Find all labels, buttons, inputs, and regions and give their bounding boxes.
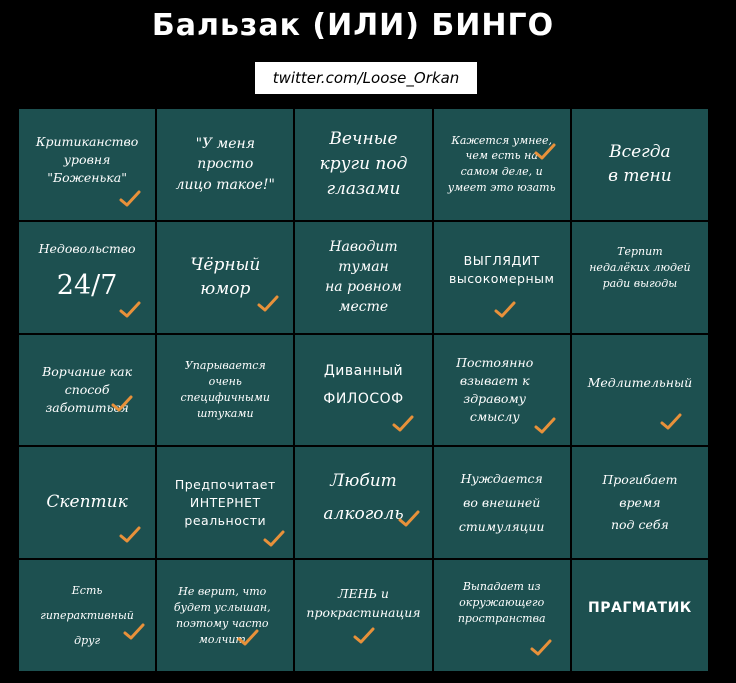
checkmark-icon <box>534 143 556 161</box>
bingo-cell-20 <box>572 447 708 558</box>
cell-label: Чёрный юмор <box>190 254 261 300</box>
bingo-cell-1 <box>19 109 155 220</box>
bingo-cell-2 <box>157 109 293 220</box>
cell-label: Критиканство уровня "Боженька" <box>35 134 139 186</box>
bingo-cell-18 <box>295 447 431 558</box>
checkmark-icon <box>530 639 552 657</box>
cell-label: ПРАГМАТИК <box>588 600 692 617</box>
cell-label: Ворчание как способ заботиться <box>42 363 133 416</box>
bingo-cell-7 <box>157 222 293 333</box>
cell-label: Постоянно взывает к здравому смыслу <box>456 354 534 425</box>
cell-label: ЛЕНЬ и прокрастинация <box>306 586 421 620</box>
cell-label: Наводит туман на ровном месте <box>325 238 402 316</box>
checkmark-icon <box>119 526 141 544</box>
bingo-cell-9 <box>434 222 570 333</box>
checkmark-icon <box>119 190 141 208</box>
bingo-cell-5 <box>572 109 708 220</box>
checkmark-icon <box>263 530 285 548</box>
checkmark-icon <box>534 417 556 435</box>
cell-big-label: 24/7 <box>56 269 118 301</box>
bingo-cell-16 <box>19 447 155 558</box>
cell-label: Диванный ФИЛОСОФ <box>323 362 404 407</box>
bingo-grid <box>19 109 708 671</box>
bingo-cell-13 <box>295 335 431 446</box>
bingo-cell-21 <box>19 560 155 671</box>
bingo-cell-3 <box>295 109 431 220</box>
bingo-cell-17 <box>157 447 293 558</box>
checkmark-icon <box>257 295 279 313</box>
bingo-cell-23 <box>295 560 431 671</box>
bingo-cell-6 <box>19 222 155 333</box>
cell-label: Есть гиперактивный друг <box>40 583 134 648</box>
checkmark-icon <box>392 415 414 433</box>
checkmark-icon <box>111 395 133 413</box>
bingo-cell-10 <box>572 222 708 333</box>
cell-label: Предпочитает ИНТЕРНЕТ реальности <box>174 476 276 528</box>
bingo-cell-8 <box>295 222 431 333</box>
bingo-cell-11 <box>19 335 155 446</box>
cell-label: ВЫГЛЯДИТ высокомерным <box>448 253 555 287</box>
bingo-cell-22 <box>157 560 293 671</box>
cell-label: Недовольство <box>38 240 136 256</box>
bingo-cell-15 <box>572 335 708 446</box>
cell-label: Выпадает из окружающего пространства <box>457 579 546 625</box>
cell-label: Всегда в тени <box>608 141 672 187</box>
twitter-handle: twitter.com/Loose_Orkan <box>255 62 477 94</box>
cell-label: Упарывается очень специфичными штуками <box>180 359 271 420</box>
cell-label: "У меня просто лицо такое!" <box>175 135 275 193</box>
bingo-cell-14 <box>434 335 570 446</box>
checkmark-icon <box>119 301 141 319</box>
checkmark-icon <box>353 627 375 645</box>
checkmark-icon <box>398 510 420 528</box>
bingo-cell-24 <box>434 560 570 671</box>
cell-label: Медлительный <box>587 374 693 390</box>
bingo-cell-19 <box>434 447 570 558</box>
checkmark-icon <box>123 623 145 641</box>
cell-label: Кажется умнее, чем есть на самом деле, и умеет это юзать <box>447 133 556 195</box>
bingo-cell-12 <box>157 335 293 446</box>
bingo-cell-4 <box>434 109 570 220</box>
cell-label: Прогибает время под себя <box>602 472 678 533</box>
bingo-cell-25 <box>572 560 708 671</box>
page-title: Бальзак (ИЛИ) БИНГО <box>151 8 555 43</box>
cell-label: Скептик <box>46 492 128 513</box>
cell-label: Нуждается во внешней стимуляции <box>458 471 545 534</box>
checkmark-icon <box>494 301 516 319</box>
cell-label: Вечные круги под глазами <box>319 129 408 199</box>
checkmark-icon <box>660 413 682 431</box>
checkmark-icon <box>237 629 259 647</box>
cell-label: Любит алкоголь <box>323 471 404 524</box>
cell-label: Терпит недалёких людей ради выгоды <box>589 245 691 291</box>
cell-label: Не верит, что будет услышан, поэтому часто молчит <box>173 584 271 646</box>
